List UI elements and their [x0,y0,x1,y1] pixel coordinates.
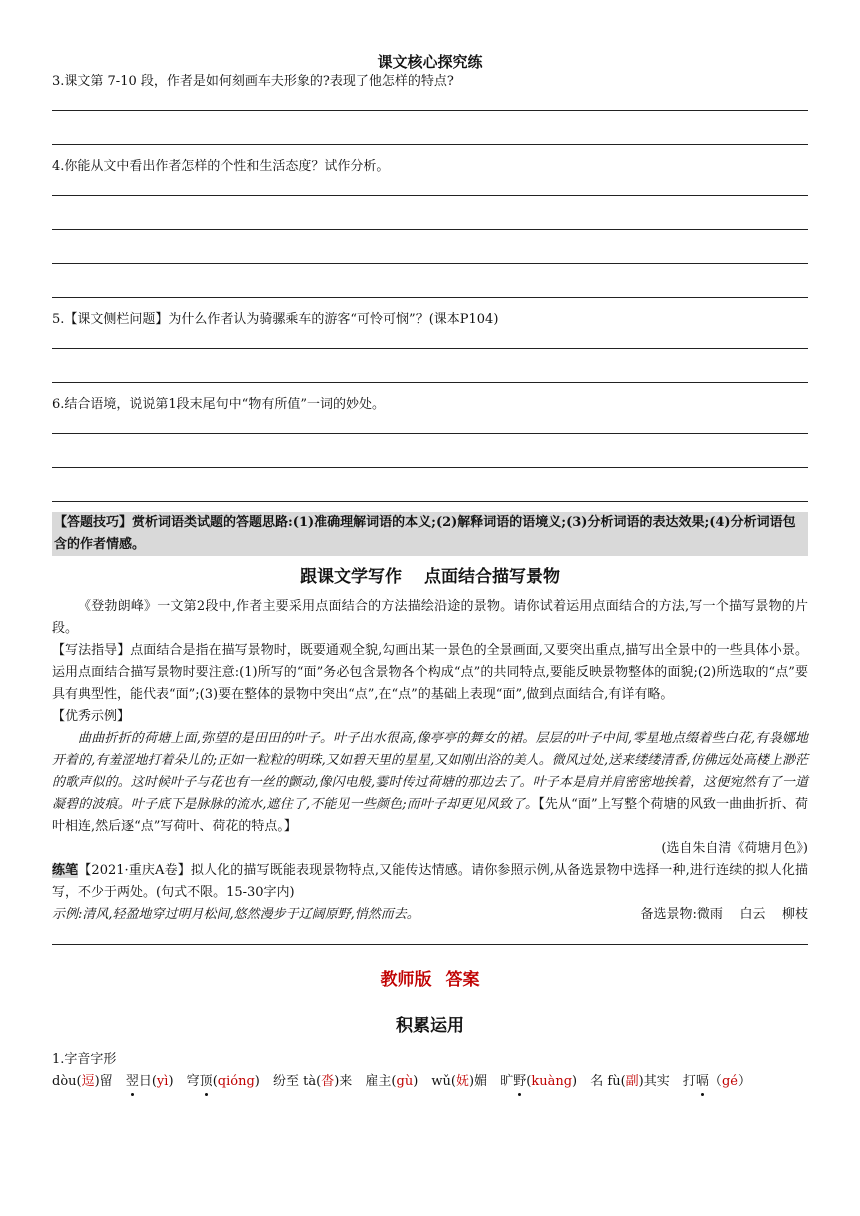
practice-label: 练笔 [52,863,79,878]
practice-prompt [52,860,808,904]
pinyin-item: 纷至 tà(沓)来 [273,1074,353,1089]
sample-text [52,728,808,838]
writing-intro: 《登勃朗峰》一文第2段中,作者主要采用点面结合的方法描绘沿途的景物。请你试着运用点面结合的方法,写一个描写景物的片段。 [52,599,808,636]
option-item: 柳枝 [781,907,808,922]
question-3: 3.课文第 7-10 段，作者是如何刻画车夫形象的?表现了他怎样的特点? [52,74,454,89]
pinyin-item: 打嗝（gé） [683,1074,751,1089]
writing-guide: 【写法指导】点面结合是指在描写景物时，既要通观全貌,勾画出某一景色的全景画面,又要突出重点,描写出全景中的一些具体小景。运用点面结合描写景物时要注意:(1)所写的“面”务必包含景物各个构成“点”的共同特点,要能反映景物整体的面貌;(2)所选取的“点”要具有典型性，能代表“面”;(3)要在整体的景物中突出“点”,在“点”的基础上表现“面”,做到点面结合,有详有略。 [52,643,808,702]
question-block [52,157,808,298]
pinyin-answer-row [52,1071,808,1093]
option-item: 白云 [739,907,766,922]
pinyin-item: 旷野(kuàng) [500,1074,577,1089]
question-4: 4.你能从文中看出作者怎样的个性和生活态度？试作分析。 [52,159,390,174]
writing-section-title [52,564,808,590]
option-item: 微雨 [696,907,723,922]
accumulation-title: 积累运用 [396,1016,464,1036]
writing-title-sub: 点面结合描写景物 [424,567,560,587]
sample-label: 【优秀示例】 [52,709,131,724]
sample-body: 曲曲折折的荷塘上面,弥望的是田田的叶子。叶子出水很高,像亭亭的舞女的裙。层层的叶子中间,零星地点缀着些白花,有袅娜地开着的,有羞涩地打着朵儿的;正如一粒粒的明珠,又如碧天里的星星,又如刚出浴的美人。微风过处,送来缕缕清香,仿佛远处高楼上渺茫的歌声似的。这时候叶子与花也有一丝的颤动,像闪电般,霎时传过荷塘的那边去了。叶子本是肩并肩密密地挨着，这便宛然有了一道凝碧的波痕。叶子底下是脉脉的流水,遮住了,不能见一些颜色;而叶子却更见风致了。 [52,731,808,812]
worksheet-page [52,52,808,1093]
pinyin-item: 翌日(yì) [126,1074,174,1089]
answer-line [52,501,808,502]
core-section-title: 课文核心探究练 [377,53,483,71]
practice-example: 示例:清风,轻盈地穿过明月松间,悠然漫步于辽阔原野,悄然而去。 [52,907,420,922]
answer-section-title [52,967,808,993]
question-block [52,72,808,145]
question-block [52,310,808,383]
question-6: 6.结合语境，说说第1段末尾句中“物有所值”一词的妙处。 [52,397,385,412]
answer-title-a: 教师版 [380,970,432,990]
answer-item-label: 1.字音字形 [52,1052,117,1067]
pinyin-item: wǔ(妩)媚 [431,1074,488,1089]
question-block [52,395,808,502]
sample-source: (选自朱自清《荷塘月色》) [661,841,808,856]
answer-tips: 【答题技巧】赏析词语类试题的答题思路:(1)准确理解词语的本义;(2)解释词语的语境义;(3)分析词语的表达效果;(4)分析词语包含的作者情感。 [52,512,808,556]
answer-title-b: 答案 [445,970,480,990]
pinyin-item: dòu(逗)留 [52,1074,113,1089]
section-divider [52,944,808,945]
sample-note: 【先从“面”上写整个荷塘的风致一曲曲折折、荷叶相连,然后逐“点”写荷叶、荷花的特点。】 [52,797,808,834]
writing-title-main: 跟课文学写作 [300,567,402,587]
pinyin-item: 雇主(gù) [365,1074,419,1089]
practice-text: 【2021·重庆A卷】拟人化的描写既能表现景物特点,又能传达情感。请你参照示例,从备选景物中选择一种,进行连续的拟人化描写，不少于两处。(句式不限。15-30字内) [52,863,808,900]
options-label: 备选景物: [640,907,697,922]
options-group [641,904,809,926]
question-5: 5.【课文侧栏问题】为什么作者认为骑骡乘车的游客“可怜可悯”？(课本P104) [52,312,499,327]
example-row [52,904,808,926]
pinyin-item: 名 fù(副)其实 [590,1074,670,1089]
pinyin-item: 穹顶(qióng) [187,1074,260,1089]
